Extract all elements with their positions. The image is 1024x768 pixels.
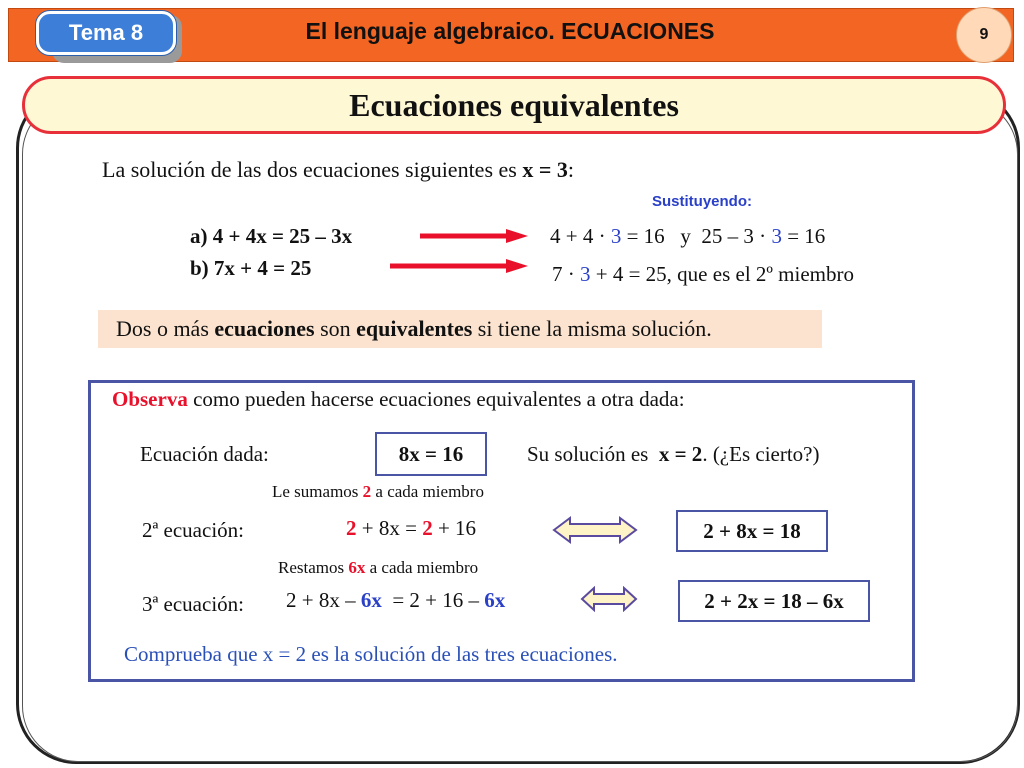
equation-b: b) 7x + 4 = 25 xyxy=(190,256,312,280)
given-equation-label: Ecuación dada: xyxy=(140,442,269,466)
step2-note xyxy=(278,558,478,578)
third-eq-d: 6x xyxy=(484,588,506,612)
check-a-value2: 3 xyxy=(771,224,782,248)
definition-box xyxy=(98,310,822,348)
page-number-badge: 9 xyxy=(956,7,1012,63)
step2-note-2: a cada miembro xyxy=(365,558,479,577)
check-b-part2: + 4 = 25, que es el 2º miembro xyxy=(590,262,854,286)
check-b-part1: 7 · xyxy=(552,262,580,286)
solution-value: x = 2 xyxy=(658,442,703,466)
second-equation xyxy=(346,516,476,541)
definition-text xyxy=(116,316,712,342)
definition-p3: si tiene la misma solución. xyxy=(472,316,712,341)
third-equation-label: 3ª ecuación: xyxy=(142,592,244,616)
third-equation xyxy=(286,588,505,613)
step1-note xyxy=(272,482,484,502)
given-equation: 8x = 16 xyxy=(398,441,464,466)
second-eq-d: + 16 xyxy=(432,516,477,540)
third-result-box xyxy=(678,580,870,622)
right-arrow-icon xyxy=(418,226,530,246)
second-eq-b: + 8x = xyxy=(356,516,423,540)
double-arrow-icon xyxy=(580,586,638,612)
check-a-value1: 3 xyxy=(610,224,622,248)
observa-rest: como pueden hacerse ecuaciones equivalentes a otra dada: xyxy=(187,387,685,411)
equation-a: a) 4 + 4x = 25 – 3x xyxy=(190,224,353,248)
right-arrow-icon xyxy=(388,256,530,276)
step2-note-value: 6x xyxy=(348,558,366,577)
check-b xyxy=(552,262,854,287)
third-eq-c: = 2 + 16 – xyxy=(381,588,485,612)
third-eq-a: 2 + 8x – xyxy=(286,588,361,612)
intro-solution: x = 3 xyxy=(522,157,568,182)
intro-colon: : xyxy=(567,157,575,182)
step1-note-value: 2 xyxy=(362,482,372,501)
second-result-box xyxy=(676,510,828,552)
header-title: El lenguaje algebraico. ECUACIONES xyxy=(305,18,715,44)
observa-line xyxy=(112,387,685,412)
check-a-part1: 4 + 4 · xyxy=(550,224,611,248)
step2-note-1: Restamos xyxy=(278,558,349,577)
solution-text-1: Su solución es xyxy=(527,442,659,466)
definition-p1: Dos o más xyxy=(116,316,215,341)
second-result: 2 + 8x = 18 xyxy=(703,518,801,543)
step1-note-2: a cada miembro xyxy=(371,482,484,501)
title-box xyxy=(22,76,1006,134)
solution-line xyxy=(527,442,820,467)
step1-note-1: Le sumamos xyxy=(272,482,363,501)
double-arrow-icon xyxy=(552,516,638,544)
definition-bold-ecuaciones: ecuaciones xyxy=(214,316,315,341)
given-equation-box xyxy=(375,432,487,476)
definition-bold-equivalentes: equivalentes xyxy=(356,316,473,341)
page-title: Ecuaciones equivalentes xyxy=(349,86,679,123)
check-a xyxy=(550,224,825,249)
intro-text: La solución de las dos ecuaciones siguientes es xyxy=(102,157,523,182)
substitution-label: Sustituyendo: xyxy=(652,193,752,210)
third-result: 2 + 2x = 18 – 6x xyxy=(704,588,844,613)
solution-text-2: . (¿Es cierto?) xyxy=(702,442,820,466)
definition-p2: son xyxy=(314,316,357,341)
second-equation-label: 2ª ecuación: xyxy=(142,518,244,542)
conclusion-text: Comprueba que x = 2 es la solución de las tres ecuaciones. xyxy=(124,642,618,666)
check-a-part3: = 16 xyxy=(781,224,826,248)
third-eq-b: 6x xyxy=(360,588,382,612)
intro-line xyxy=(102,157,574,183)
check-a-part2: = 16 y 25 – 3 · xyxy=(621,224,772,248)
tema-badge: Tema 8 xyxy=(36,11,176,55)
check-b-value1: 3 xyxy=(580,262,591,286)
second-eq-c: 2 xyxy=(422,516,433,540)
second-eq-a: 2 xyxy=(346,516,357,540)
observa-keyword: Observa xyxy=(112,387,188,411)
